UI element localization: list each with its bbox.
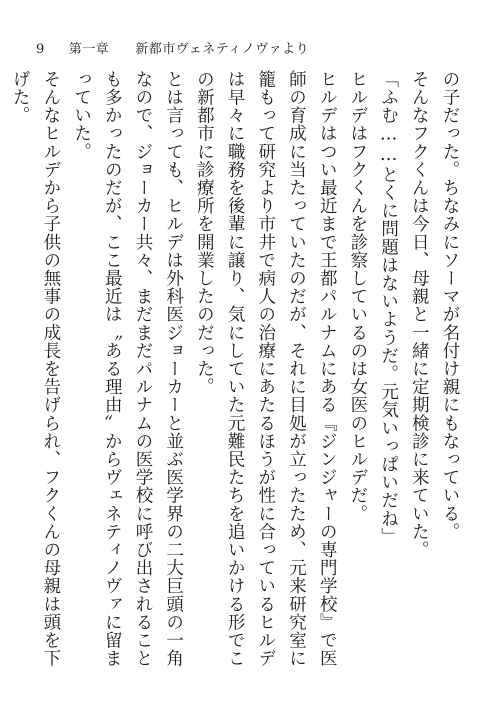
paragraph: ヒルデはつい最近まで王都パルナムにある『ジンジャーの専門学校』で医師の育成に当たっていたのだが、それに目処が立ったため、元来研究室に籠もって研究より市井で病人の治療にあたるほうが性に合っているヒルデは早々に職務を後輩に譲り、気にしていた元難民たちを追いかける形でこの新都市に診療所を開業したのだった。 — [194, 70, 338, 668]
paragraph: そんなヒルデから子供の無事の成長を告げられ、フクくんの母親は頭を下げた。 — [10, 70, 61, 668]
vertical-body-text — [10, 70, 465, 682]
chapter-label: 第一章 — [68, 42, 110, 57]
page-number: 9 — [36, 42, 45, 57]
dialogue-line: 「ふむ……とくに問題はないようだ。元気いっぱいだね」 — [378, 70, 399, 546]
running-header — [36, 38, 309, 57]
dialogue-line — [0, 70, 4, 682]
paragraph: ヒルデはフクくんを診察しているのは女医のヒルデだ。 — [347, 70, 368, 523]
paragraph: の子だった。ちなみにソーマが名付け親にもなっている。 — [440, 70, 460, 541]
paragraph: とは言っても、ヒルデは外科医ジョーカーと並ぶ医学界の二大巨頭の一角なので、ジョーカー共々、まだまだパルナムの医学校に呼び出されることも多かったのだが、ここ最近は〝ある理由〟からヴェネティノヴァに留まっていた。 — [71, 70, 184, 668]
chapter-title: 新都市ヴェネティノヴァより — [135, 42, 310, 57]
paragraph: そんなフクくんは今日、母親と一緒に定期検診に来ていた。 — [409, 70, 430, 559]
